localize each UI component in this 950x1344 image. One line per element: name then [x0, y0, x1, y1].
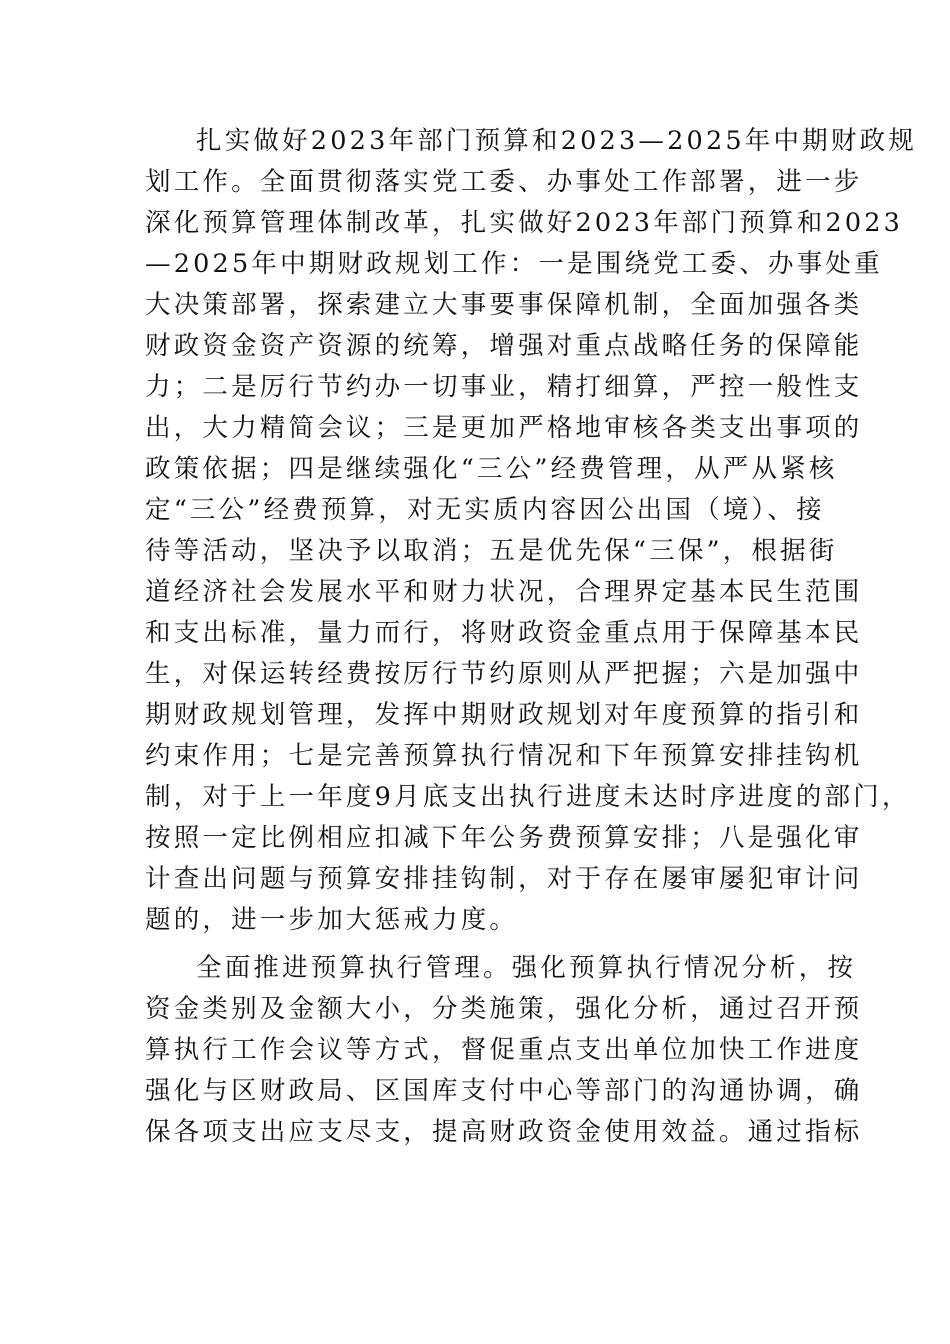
paragraph-line: 划工作。全面贯彻落实党工委、办事处工作部署，进一步	[145, 167, 863, 197]
paragraph-line: 保各项支出应支尽支，提高财政资金使用效益。通过指标	[145, 1117, 863, 1147]
paragraph-line: —2025年中期财政规划工作：一是围绕党工委、办事处重	[145, 249, 883, 279]
paragraph-line: 制，对于上一年度9月底支出执行进度未达时序进度的部门，	[145, 782, 911, 812]
paragraph-budget-execution	[145, 948, 863, 1153]
paragraph-line: 扎实做好2023年部门预算和2023—2025年中期财政规	[196, 126, 917, 156]
paragraph-spacer	[145, 941, 825, 948]
paragraph-line: 题的，进一步加大惩戒力度。	[145, 905, 519, 935]
paragraph-line: 和支出标准，量力而行，将财政资金重点用于保障基本民	[145, 618, 863, 648]
paragraph-line: 道经济社会发展水平和财力状况，合理界定基本民生范围	[145, 577, 863, 607]
paragraph-line: 约束作用；七是完善预算执行情况和下年预算安排挂钩机	[145, 741, 863, 771]
paragraph-line: 资金类别及金额大小，分类施策，强化分析，通过召开预	[145, 994, 863, 1024]
paragraph-line: 计查出问题与预算安排挂钩制，对于存在屡审屡犯审计问	[145, 864, 863, 894]
paragraph-line: 生，对保运转经费按厉行节约原则从严把握；六是加强中	[145, 659, 863, 689]
paragraph-line: 政策依据；四是继续强化“三公”经费管理，从严从紧核	[145, 454, 838, 484]
paragraph-line: 出，大力精简会议；三是更加严格地审核各类支出事项的	[145, 413, 863, 443]
paragraph-line: 强化与区财政局、区国库支付中心等部门的沟通协调，确	[145, 1076, 863, 1106]
paragraph-line: 按照一定比例相应扣减下年公务费预算安排；八是强化审	[145, 823, 863, 853]
body-text	[145, 121, 917, 1153]
paragraph-line: 全面推进预算执行管理。强化预算执行情况分析，按	[196, 953, 857, 983]
paragraph-line: 期财政规划管理，发挥中期财政规划对年度预算的指引和	[145, 700, 863, 730]
paragraph-line: 深化预算管理体制改革，扎实做好2023年部门预算和2023	[145, 208, 904, 238]
paragraph-line: 财政资金资产资源的统筹，增强对重点战略任务的保障能	[145, 331, 863, 361]
paragraph-line: 算执行工作会议等方式，督促重点支出单位加快工作进度	[145, 1035, 863, 1065]
paragraph-line: 待等活动，坚决予以取消；五是优先保“三保”，根据街	[145, 536, 838, 566]
paragraph-line: 大决策部署，探索建立大事要事保障机制，全面加强各类	[145, 290, 863, 320]
paragraph-line: 定“三公”经费预算，对无实质内容因公出国（境）、接	[145, 495, 825, 525]
paragraph-line: 力；二是厉行节约办一切事业，精打细算，严控一般性支	[145, 372, 863, 402]
paragraph-budget-planning	[145, 121, 917, 941]
